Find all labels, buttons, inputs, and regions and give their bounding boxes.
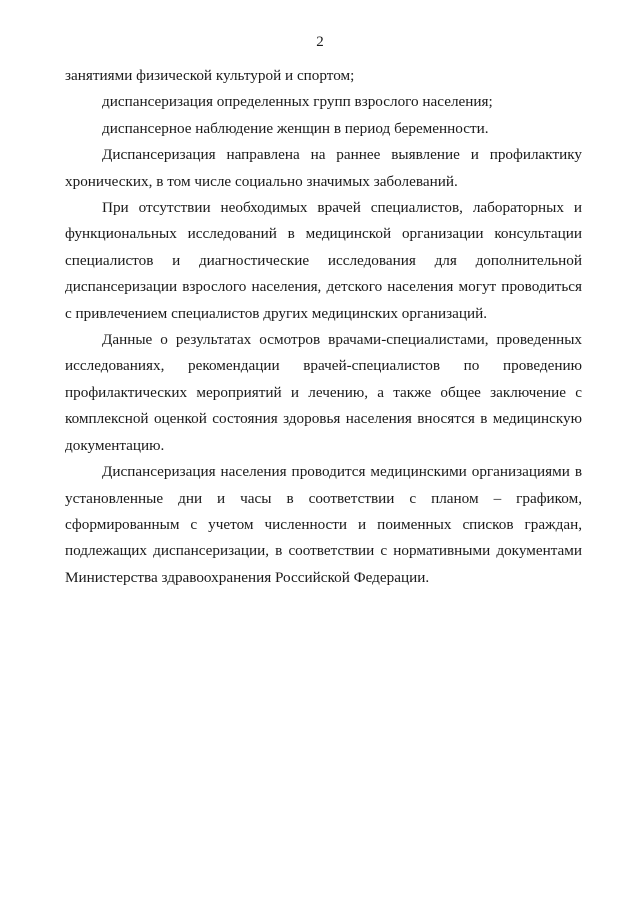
paragraph-purpose: Диспансеризация направлена на раннее выявление и профилактику хронических, в том числе социально значимых заболеваний. bbox=[65, 146, 582, 190]
list-item-pregnancy-observation: диспансерное наблюдение женщин в период беременности. bbox=[102, 119, 489, 137]
paragraph-schedule: Диспансеризация населения проводится медицинскими организациями в установленные дни и часы в соответствии с планом – графиком, сформированным с учетом численности и поименных списков граждан, подлежащих диспансеризации, в соответствии с нормативными документами Министерства здравоохранения Российской Федерации. bbox=[65, 463, 582, 586]
document-body bbox=[65, 63, 582, 591]
list-item-adult-screening: диспансеризация определенных групп взрослого населения; bbox=[102, 93, 493, 111]
page-number: 2 bbox=[316, 34, 324, 50]
paragraph-specialists: При отсутствии необходимых врачей специалистов, лабораторных и функциональных исследований в медицинской организации консультации специалистов и диагностические исследования для дополнительной диспансеризации взрослого населения, детского населения могут проводиться с привлечением специалистов других медицинских организаций. bbox=[65, 199, 582, 322]
list-item-sports: занятиями физической культурой и спортом; bbox=[65, 67, 355, 84]
paragraph-results: Данные о результатах осмотров врачами-специалистами, проведенных исследованиях, рекомендации врачей-специалистов по проведению профилактических мероприятий и лечению, а также общее заключение с комплексной оценкой состояния здоровья населения вносятся в медицинскую документацию. bbox=[65, 331, 582, 454]
